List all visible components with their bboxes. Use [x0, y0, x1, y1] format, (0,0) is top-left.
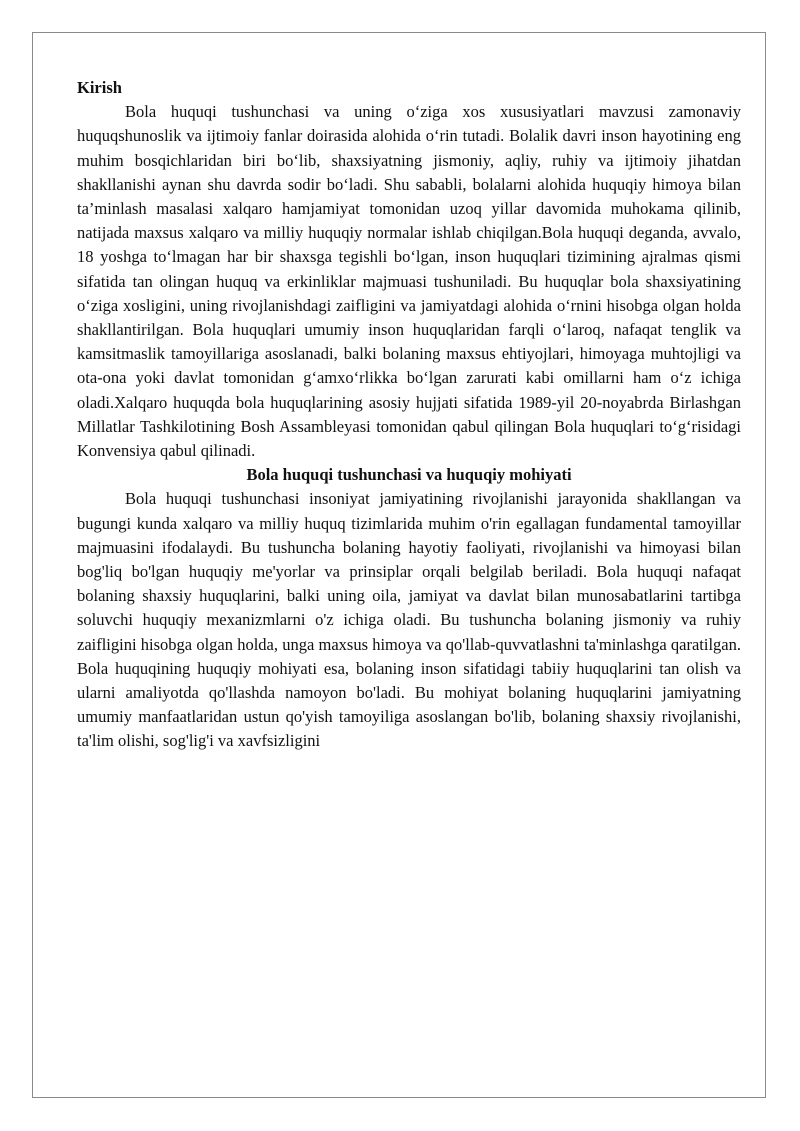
document-body: [77, 76, 741, 754]
heading-kirish: Kirish: [77, 78, 122, 97]
intro-paragraph: Bola huquqi tushunchasi va uning o‘ziga xos xususiyatlari mavzusi zamonaviy huquqshunoslik va ijtimoiy fanlar doirasida alohida o‘rin tutadi. Bolalik davri inson hayotining eng muhim bosqichlaridan biri bo‘lib, shaxsiyatning jismoniy, aqliy, ruhiy va ijtimoiy jihatdan shakllanishi aynan shu davrda sodir bo‘ladi. Shu sababli, bolalarni alohida huquqiy himoya bilan ta’minlash masalasi xalqaro hamjamiyat tomonidan uzoq yillar davomida muhokama qilinib, natijada maxsus xalqaro va milliy huquqiy normalar ishlab chiqilgan.Bola huquqi deganda, avvalo, 18 yoshga to‘lmagan har bir shaxsga tegishli bo‘lgan, inson huquqlari tizimining ajralmas qismi sifatida tan olingan huquq va erkinliklar majmuasi tushuniladi. Bu huquqlar bola shaxsiyatining o‘ziga xosligini, uning rivojlanishdagi zaifligini va jamiyatdagi alohida o‘rnini hisobga olgan holda shakllantirilgan. Bola huquqlari umumiy inson huquqlaridan farqli o‘laroq, nafaqat tenglik va kamsitmaslik tamoyillariga asoslanadi, balki bolaning maxsus ehtiyojlari, himoyaga muhtojligi va ota-ona yoki davlat tomonidan g‘amxo‘rlikka bo‘lgan zarurati kabi omillarni ham o‘z ichiga oladi.Xalqaro huquqda bola huquqlarining asosiy hujjati sifatida 1989-yil 20-noyabrda Birlashgan Millatlar Tashkilotining Bosh Assambleyasi tomonidan qabul qilingan Bola huquqlari to‘g‘risidagi Konvensiya qabul qilinadi.: [77, 102, 741, 461]
section-paragraph: Bola huquqi tushunchasi insoniyat jamiyatining rivojlanishi jarayonida shakllangan va bugungi kunda xalqaro va milliy huquq tizimlarida muhim o'rin egallagan fundamental tamoyillar majmuasini ifodalaydi. Bu tushuncha bolaning hayotiy faoliyati, rivojlanishi va himoyasi bilan bog'liq bo'lgan huquqiy me'yorlar va prinsiplar orqali belgilab beriladi. Bola huquqi nafaqat bolaning shaxsiy huquqlarini, balki uning oila, jamiyat va davlat bilan munosabatlarini tartibga soluvchi huquqiy mexanizmlarni o'z ichiga oladi. Bu tushuncha bolaning jismoniy va ruhiy zaifligini hisobga olgan holda, unga maxsus himoya va qo'llab-quvvatlashni ta'minlashga qaratilgan. Bola huquqining huquqiy mohiyati esa, bolaning inson sifatidagi tabiiy huquqlarini tan olish va ularni amaliyotda qo'llashda namoyon bo'ladi. Bu mohiyat bolaning huquqlarini jamiyatning umumiy manfaatlaridan ustun qo'yish tamoyiliga asoslangan bo'lib, bolaning shaxsiy rivojlanishi, ta'lim olishi, sog'lig'i va xavfsizligini: [77, 489, 741, 751]
section-title: Bola huquqi tushunchasi va huquqiy mohiyati: [246, 465, 572, 485]
